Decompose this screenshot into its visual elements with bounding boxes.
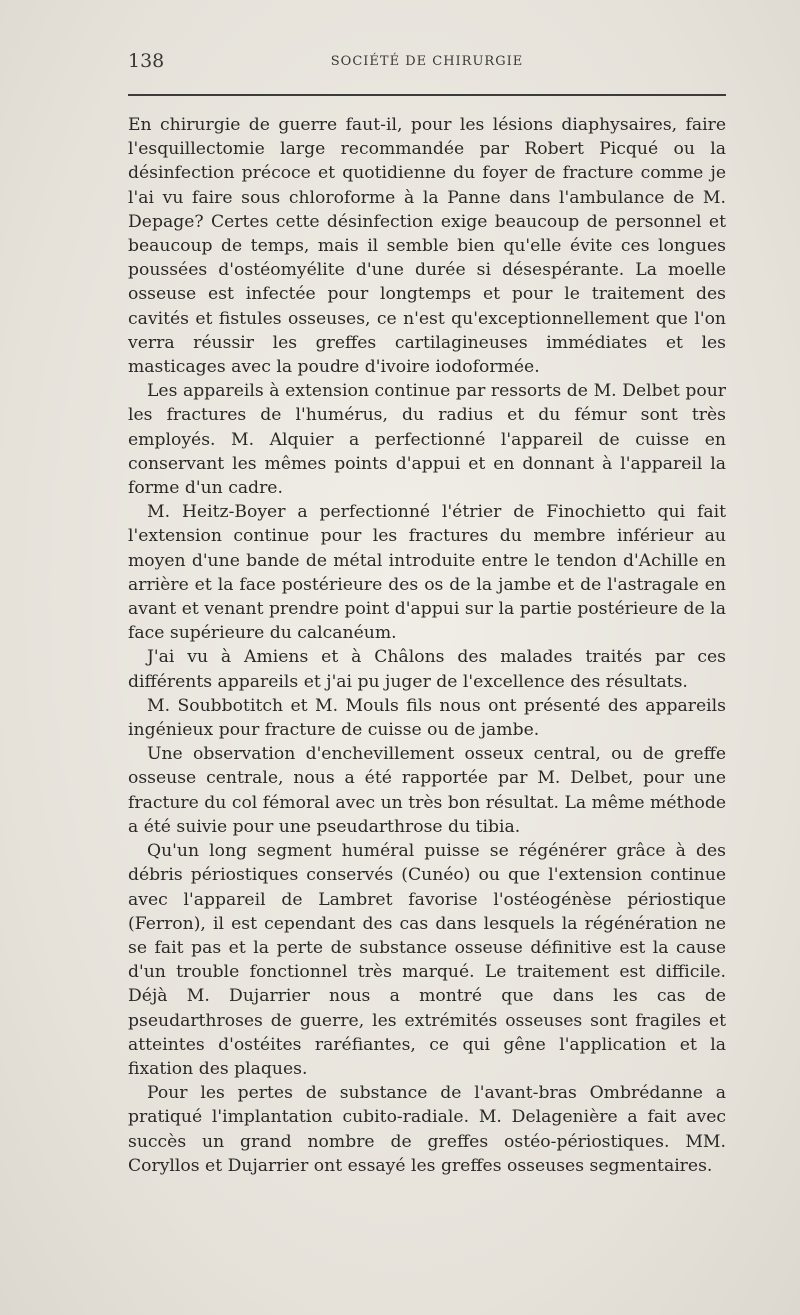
body-text <box>128 113 726 1178</box>
page-header <box>128 50 726 76</box>
paragraph: M. Heitz-Boyer a perfectionné l'étrier de Finochietto qui fait l'extension continue pour les fractures du membre inférieur au moyen d'une bande de métal introduite entre le tendon d'Achille en arrière et la face postérieure des os de la jambe et de l'astragale en avant et venant prendre point d'appui sur la partie postérieure de la face supérieure du calcanéum. <box>128 502 726 644</box>
paragraph: Pour les pertes de substance de l'avant-bras Ombrédanne a pratiqué l'implantation cubito-radiale. M. Delagenière a fait avec succès un grand nombre de greffes ostéo-périostiques. MM. Coryllos et Dujarrier ont essayé les greffes osseuses segmentaires. <box>128 1083 726 1176</box>
paragraph: M. Soubbotitch et M. Mouls fils nous ont présenté des appareils ingénieux pour fracture de cuisse ou de jambe. <box>128 695 726 741</box>
paragraph: J'ai vu à Amiens et à Châlons des malades traités par ces différents appareils et j'ai pu juger de l'excellence des résultats. <box>128 647 726 692</box>
page-number: 138 <box>128 50 165 72</box>
paragraph: Les appareils à extension continue par ressorts de M. Delbet pour les fractures de l'humérus, du radius et du fémur sont très employés. M. Alquier a perfectionné l'appareil de cuisse en conservant les mêmes points d'appui et en donnant à l'appareil la forme d'un cadre. <box>128 381 726 499</box>
header-rule <box>128 94 726 96</box>
paragraph: En chirurgie de guerre faut-il, pour les lésions diaphysaires, faire l'esquillectomie large recommandée par Robert Picqué ou la désinfection précoce et quotidienne du foyer de fracture comme je l'ai vu faire sous chloroforme à la Panne dans l'ambulance de M. Depage? Certes cette désinfection exige beaucoup de personnel et beaucoup de temps, mais il semble bien qu'elle évite ces longues poussées d'ostéomyélite d'une durée si désespérante. La moelle osseuse est infectée pour longtemps et pour le traitement des cavités et fistules osseuses, ce n'est qu'exceptionnellement que l'on verra réussir les greffes cartilagineuses immédiates et les masticages avec la poudre d'ivoire iodoformée. <box>128 115 726 378</box>
running-title: SOCIÉTÉ DE CHIRURGIE <box>330 54 524 69</box>
paragraph: Qu'un long segment huméral puisse se régénérer grâce à des débris périostiques conservés (Cunéo) ou que l'extension continue avec l'appareil de Lambret favorise l'ostéogénèse périostique (Ferron), il est cependant des cas dans lesquels la régénération ne se fait pas et la perte de substance osseuse définitive est la cause d'un trouble fonctionnel très marqué. Le traitement est difficile. Déjà M. Dujarrier nous a montré que dans les cas de pseudarthroses de guerre, les extrémités osseuses sont fragiles et atteintes d'ostéites raréfiantes, ce qui gêne l'application et la fixation des plaques. <box>128 841 726 1079</box>
paragraph: Une observation d'enchevillement osseux central, ou de greffe osseuse centrale, nous a été rapportée par M. Delbet, pour une fracture du col fémoral avec un très bon résultat. La même méthode a été suivie pour une pseudarthrose du tibia. <box>128 744 726 837</box>
